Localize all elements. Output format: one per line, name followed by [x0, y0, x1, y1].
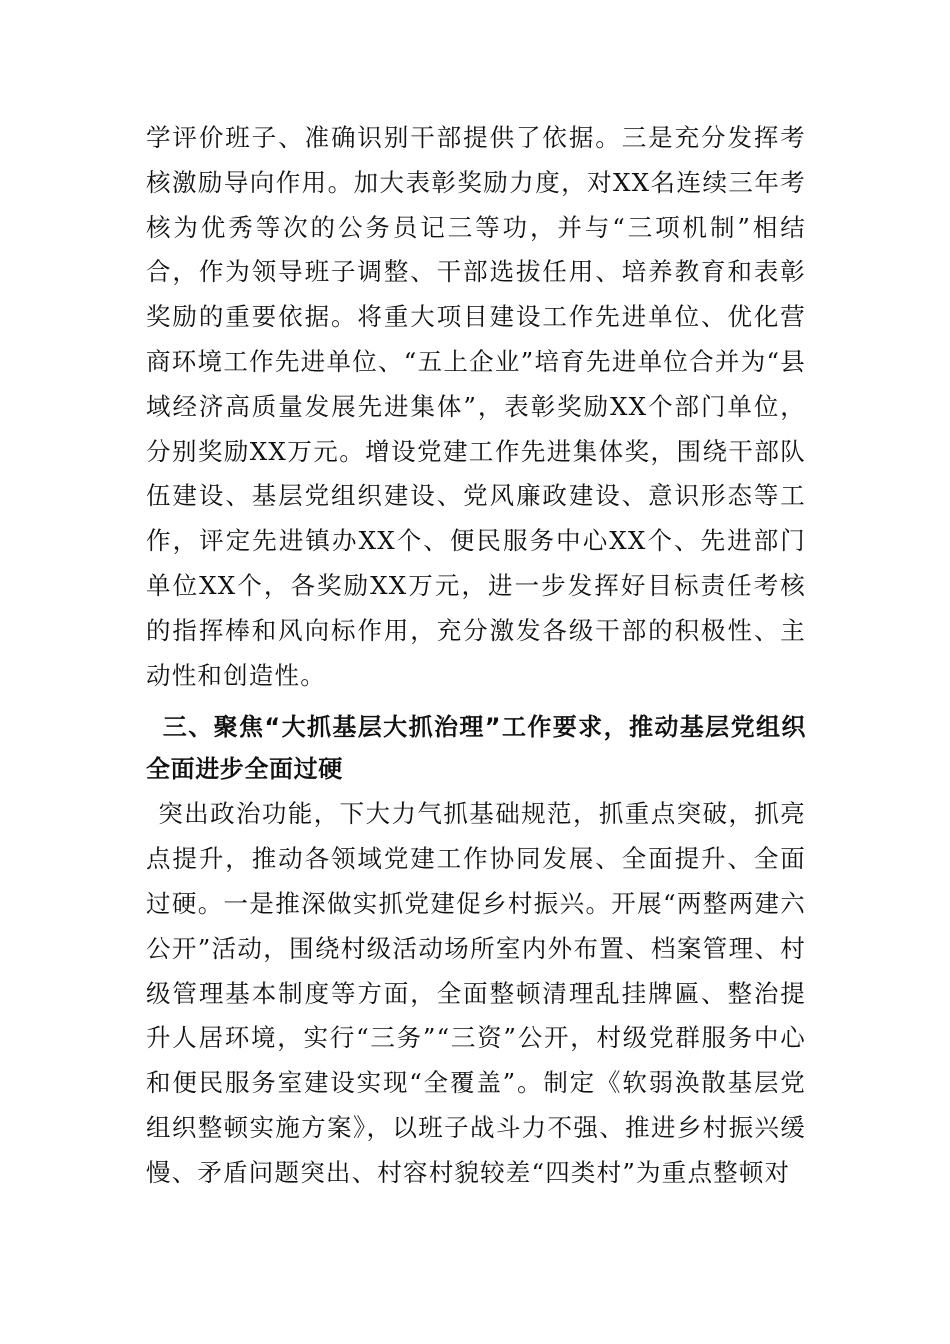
document-page — [146, 116, 806, 1196]
body-paragraph-1: 学评价班子、准确识别干部提供了依据。三是充分发挥考核激励导向作用。加大表彰奖励力度，对XX名连续三年考核为优秀等次的公务员记三等功，并与“三项机制”相结合，作为领导班子调整、干部选拔任用、培养教育和表彰奖励的重要依据。将重大项目建设工作先进单位、优化营商环境工作先进单位、“五上企业”培育先进单位合并为“县域经济高质量发展先进集体”，表彰奖励XX个部门单位，分别奖励XX万元。增设党建工作先进集体奖，围绕干部队伍建设、基层党组织建设、党风廉政建设、意识形态等工作，评定先进镇办XX个、便民服务中心XX个、先进部门单位XX个，各奖励XX万元，进一步发挥好目标责任考核的指挥棒和风向标作用，充分激发各级干部的积极性、主动性和创造性。 — [146, 123, 806, 690]
body-paragraph-2: 突出政治功能，下大力气抓基础规范，抓重点突破，抓亮点提升，推动各领域党建工作协同发展、全面提升、全面过硬。一是推深做实抓党建促乡村振兴。开展“两整两建六公开”活动，围绕村级活动场所室内外布置、档案管理、村级管理基本制度等方面，全面整顿清理乱挂牌匾、整治提升人居环境，实行“三务”“三资”公开，村级党群服务中心和便民服务室建设实现“全覆盖”。制定《软弱涣散基层党组织整顿实施方案》，以班子战斗力不强、推进乡村振兴缓慢、矛盾问题突出、村容村貌较差“四类村”为重点整顿对 — [146, 799, 806, 1187]
section-heading: 三、聚焦“大抓基层大抓治理”工作要求，推动基层党组织全面进步全面过硬 — [146, 713, 806, 784]
